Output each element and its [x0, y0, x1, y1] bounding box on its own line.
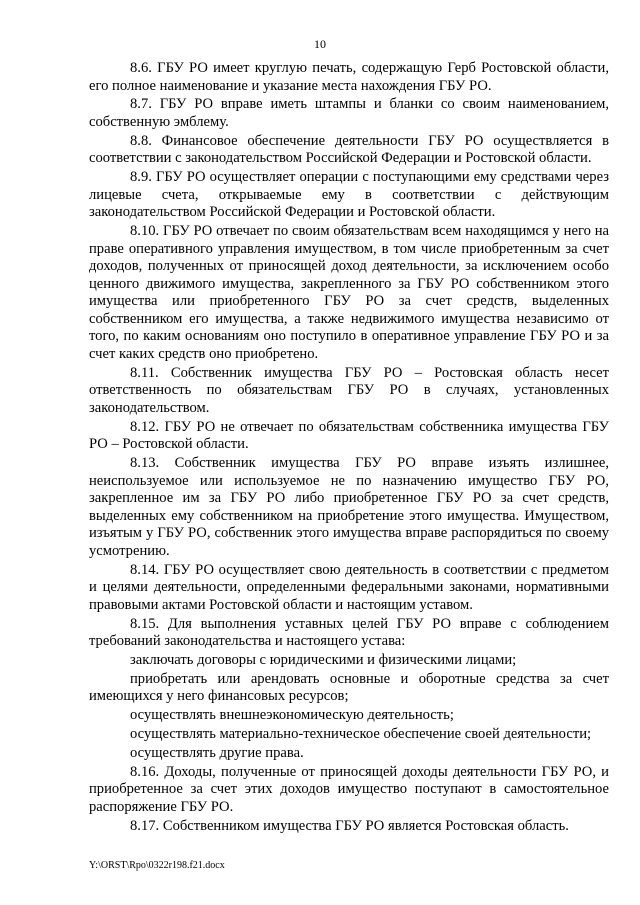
paragraph-8-6: 8.6. ГБУ РО имеет круглую печать, содержащую Герб Ростовской области, его полное наименование и указание места нахождения ГБУ РО. [89, 60, 609, 94]
page-number: 10 [314, 37, 326, 51]
paragraph-8-8: 8.8. Финансовое обеспечение деятельности ГБУ РО осуществляется в соответствии с законодательством Российской Федерации и Ростовской области. [89, 132, 609, 167]
paragraph-8-15: 8.15. Для выполнения уставных целей ГБУ РО вправе с соблюдением требований законодательства и настоящего устава: [89, 615, 609, 650]
paragraph-8-11: 8.11. Собственник имущества ГБУ РО – Ростовская область несет ответственность по обязательствам ГБУ РО в случаях, установленных законодательством. [89, 364, 609, 416]
paragraph-8-12: 8.12. ГБУ РО не отвечает по обязательствам собственника имущества ГБУ РО – Ростовской области. [89, 418, 609, 453]
paragraph-8-7: 8.7. ГБУ РО вправе иметь штампы и бланки со своим наименованием, собственную эмблему. [89, 96, 609, 130]
list-item: заключать договоры с юридическими и физическими лицами; [130, 652, 517, 669]
list-item: приобретать или арендовать основные и оборотные средства за счет имеющихся у него финансовых ресурсов; [89, 670, 609, 705]
paragraph-8-9: 8.9. ГБУ РО осуществляет операции с поступающими ему средствами через лицевые счета, открываемые ему в соответствии с действующим законодательством Российской Федерации и Ростовской области. [89, 169, 609, 221]
document-body [89, 60, 609, 837]
paragraph-8-16: 8.16. Доходы, полученные от приносящей доходы деятельности ГБУ РО, и приобретенное за счет этих доходов имущество поступают в самостоятельное распоряжение ГБУ РО. [89, 763, 609, 815]
list-item: осуществлять другие права. [130, 744, 304, 761]
paragraph-8-17: 8.17. Собственником имущества ГБУ РО является Ростовская область. [130, 817, 569, 834]
paragraph-8-14: 8.14. ГБУ РО осуществляет свою деятельность в соответствии с предметом и целями деятельности, определенными федеральными законами, нормативными правовыми актами Ростовской области и настоящим уставом. [89, 561, 609, 613]
list-item: осуществлять внешнеэкономическую деятельность; [130, 707, 454, 724]
paragraph-8-13: 8.13. Собственник имущества ГБУ РО вправе изъять излишнее, неиспользуемое или используемое не по назначению имущество ГБУ РО, закрепленное им за ГБУ РО либо приобретенное ГБУ РО за счет средств, выделенных ему собственником на приобретение этого имущества. Имуществом, изъятым у ГБУ РО, собственник этого имущества вправе распорядиться по своему усмотрению. [89, 455, 609, 559]
list-item: осуществлять материально-техническое обеспечение своей деятельности; [130, 726, 592, 743]
paragraph-8-10: 8.10. ГБУ РО отвечает по своим обязательствам всем находящимся у него на праве оперативного управления имуществом, в том числе приобретенным за счет доходов, полученных от приносящей доход деятельности, за исключением особо ценного движимого имущества, закрепленного за ГБУ РО собственником этого имущества или приобретенного ГБУ РО за счет средств, выделенных собственником его имущества, а также недвижимого имущества независимо от того, по каким основаниям оно поступило в оперативное управление ГБУ РО и за счет каких средств оно приобретено. [89, 223, 609, 362]
footer-file-path: Y:\ORST\Rpo\0322r198.f21.docx [89, 860, 225, 871]
